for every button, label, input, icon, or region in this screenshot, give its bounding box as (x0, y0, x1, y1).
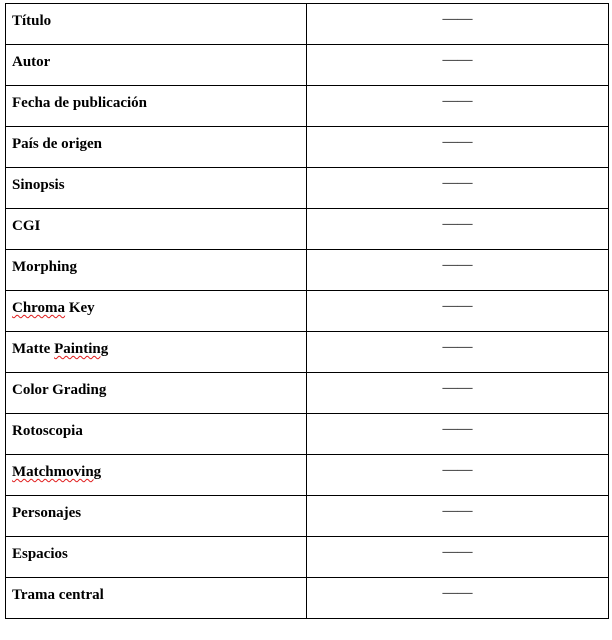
table-row (6, 537, 609, 578)
row-label-matchmoving (6, 455, 307, 496)
row-label-morphing: Morphing (6, 250, 307, 291)
row-label-personajes: Personajes (6, 496, 307, 537)
table-row (6, 373, 609, 414)
row-value-rotoscopia[interactable] (307, 414, 609, 455)
row-value-titulo[interactable] (307, 4, 609, 45)
row-value-espacios[interactable] (307, 537, 609, 578)
row-label-color-grading: Color Grading (6, 373, 307, 414)
table-row (6, 4, 609, 45)
blank-line: —— (442, 298, 473, 314)
row-value-cgi[interactable] (307, 209, 609, 250)
table-row (6, 455, 609, 496)
row-label-sinopsis: Sinopsis (6, 168, 307, 209)
table-row (6, 578, 609, 619)
blank-line: —— (442, 134, 473, 150)
row-value-chroma-key[interactable] (307, 291, 609, 332)
table-row (6, 496, 609, 537)
spellcheck-word[interactable]: Matchmoving (12, 464, 102, 480)
blank-line: —— (442, 93, 473, 109)
table-row (6, 209, 609, 250)
row-value-fecha-de-publicacion[interactable] (307, 86, 609, 127)
table-row (6, 414, 609, 455)
blank-line: —— (442, 380, 473, 396)
row-label-fecha-de-publicacion: Fecha de publicación (6, 86, 307, 127)
blank-line: —— (442, 216, 473, 232)
blank-line: —— (442, 462, 473, 478)
row-label-rotoscopia: Rotoscopia (6, 414, 307, 455)
table-row (6, 291, 609, 332)
row-label-matte-painting (6, 332, 307, 373)
row-value-matchmoving[interactable] (307, 455, 609, 496)
blank-line: —— (442, 544, 473, 560)
row-label-chroma-key (6, 291, 307, 332)
row-value-sinopsis[interactable] (307, 168, 609, 209)
table-row (6, 250, 609, 291)
row-value-trama-central[interactable] (307, 578, 609, 619)
table-row (6, 168, 609, 209)
row-value-matte-painting[interactable] (307, 332, 609, 373)
row-label-pais-de-origen: País de origen (6, 127, 307, 168)
blank-line: —— (442, 339, 473, 355)
spellcheck-word[interactable]: Chroma (12, 300, 66, 316)
label-text: Matte (12, 341, 55, 357)
row-label-espacios: Espacios (6, 537, 307, 578)
spellcheck-word[interactable]: Painting (54, 341, 109, 357)
table-row (6, 86, 609, 127)
row-label-titulo: Título (6, 4, 307, 45)
blank-line: —— (442, 11, 473, 27)
blank-line: —— (442, 257, 473, 273)
blank-line: —— (442, 503, 473, 519)
table-row (6, 45, 609, 86)
blank-line: —— (442, 421, 473, 437)
row-value-personajes[interactable] (307, 496, 609, 537)
row-value-color-grading[interactable] (307, 373, 609, 414)
row-value-morphing[interactable] (307, 250, 609, 291)
label-text: Key (65, 300, 95, 316)
row-label-cgi: CGI (6, 209, 307, 250)
table-row (6, 127, 609, 168)
row-value-pais-de-origen[interactable] (307, 127, 609, 168)
film-analysis-table (5, 3, 609, 619)
table-row (6, 332, 609, 373)
blank-line: —— (442, 175, 473, 191)
row-label-autor: Autor (6, 45, 307, 86)
row-value-autor[interactable] (307, 45, 609, 86)
blank-line: —— (442, 585, 473, 601)
row-label-trama-central: Trama central (6, 578, 307, 619)
blank-line: —— (442, 52, 473, 68)
